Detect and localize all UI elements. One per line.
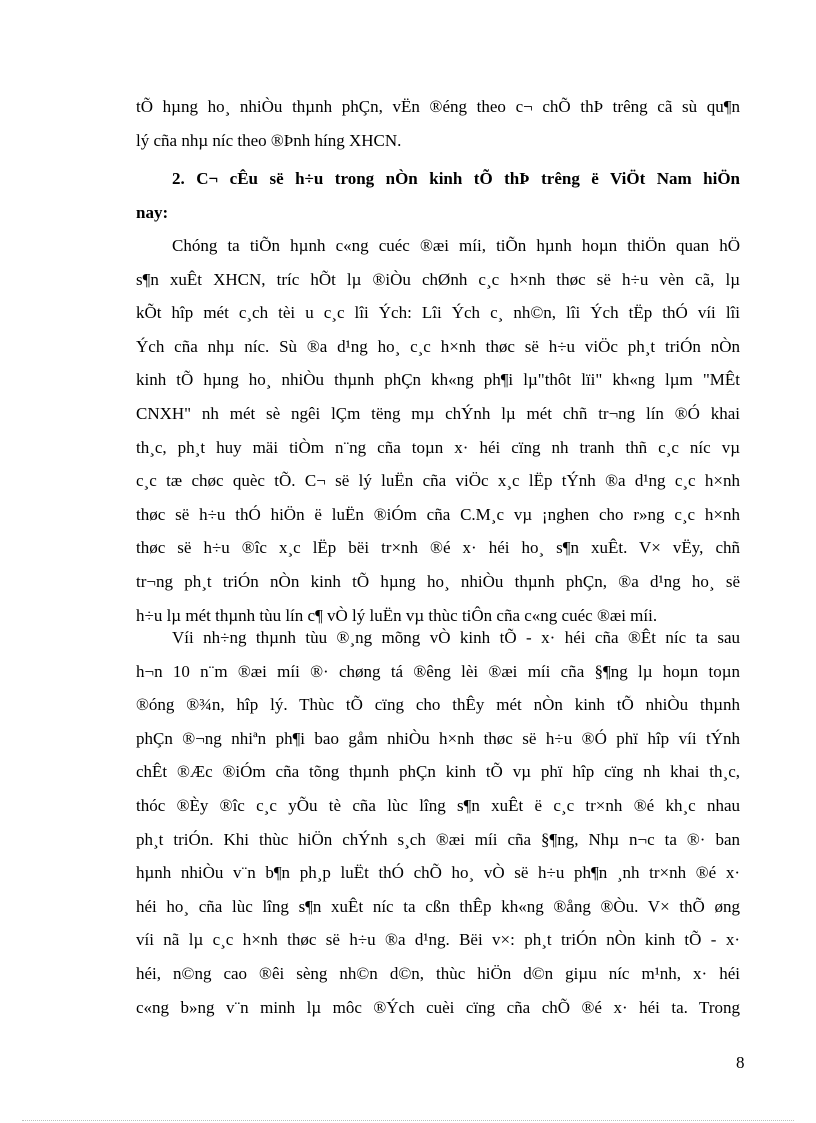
text-line: tr¬ng ph¸t triÓn nÒn kinh tÕ hµng ho¸ nhiÒu thµnh phÇn, ®a d¹ng ho¸ së [136, 571, 740, 591]
text-line: hµnh nhiÒu v¨n b¶n ph¸p luËt thÓ chÕ ho¸ vÒ së h÷u ph¶n ¸nh tr×nh ®é x· [136, 863, 740, 883]
text-line: Chóng ta tiÕn hµnh c«ng cuéc ®æi míi, tiÕn hµnh hoµn thiÖn quan hÖ [172, 236, 740, 255]
text-line: ®óng ®¾n, hîp lý. Thùc tÕ cïng cho thÊy mét nÒn kinh tÕ nhiÒu thµnh [136, 695, 740, 715]
text-line: tÕ hµng ho¸ nhiÒu thµnh phÇn, vËn ®éng theo c¬ chÕ thÞ trêng cã sù qu¶n [136, 97, 740, 116]
text-line: c«ng b»ng v¨n minh lµ môc ®Ých cuèi cïng cña chÕ ®é x· héi ta. Trong [136, 997, 740, 1017]
text-line: CNXH" nh mét sè ngêi lÇm tëng mµ chÝnh lµ mét chñ tr¬ng lín ®Ó khai [136, 403, 740, 423]
text-line: chÊt ®Æc ®iÓm cña tõng thµnh phÇn kinh tÕ vµ phï hîp cïng nh khai th¸c, [136, 762, 740, 782]
text-line: ph¸t triÓn. Khi thùc hiÖn chÝnh s¸ch ®æi míi cña §¶ng, Nhµ n¬c ta ®· ban [136, 829, 740, 849]
text-line: thóc ®Èy ®îc c¸c yÕu tè cña lùc lîng s¶n xuÊt ë c¸c tr×nh ®é kh¸c nhau [136, 795, 740, 815]
paragraph-2 [136, 229, 740, 632]
page-number: 8 [736, 1053, 745, 1072]
text-line: kÕt hîp mét c¸ch tèi u c¸c lîi Ých: Lîi Ých c¸ nh©n, lîi Ých tËp thÓ víi lîi [136, 303, 740, 323]
text-line: thøc së h÷u ®îc x¸c lËp bëi tr×nh ®é x· héi ho¸ s¶n xuÊt. V× vËy, chñ [136, 538, 740, 558]
text-line: h¬n 10 n¨m ®æi míi ®· chøng tá ®êng lèi ®æi míi cña §¶ng lµ hoµn toµn [136, 661, 740, 681]
paragraph-3 [136, 621, 740, 1024]
text-line: héi ho¸ cña lùc lîng s¶n xuÊt níc ta cßn thÊp kh«ng ®ång ®Òu. V× thÕ øng [136, 896, 740, 916]
text-line: c¸c tæ chøc quèc tÕ. C¬ së lý luËn cña viÖc x¸c lËp tÝnh ®a d¹ng c¸c h×nh [136, 471, 740, 491]
text-line: kinh tÕ hµng ho¸ nhiÒu thµnh phÇn kh«ng ph¶i lµ"thôt lïi" kh«ng lµm "MÊt [136, 370, 740, 390]
heading-line: 2. C¬ cÊu së h÷u trong nÒn kinh tÕ thÞ trêng ë ViÖt Nam hiÖn [172, 169, 740, 188]
paragraph-continuation [136, 90, 740, 157]
page-footer-divider [22, 1120, 794, 1121]
section-heading [136, 162, 740, 229]
text-line: h÷u lµ mét thµnh tùu lín c¶ vÒ lý luËn vµ thùc tiÔn cña c«ng cuéc ®æi míi. [136, 605, 658, 625]
text-line: héi, n©ng cao ®êi sèng nh©n d©n, thùc hiÖn d©n giµu níc m¹nh, x· héi [136, 963, 740, 983]
text-line: Ých cña nhµ níc. Sù ®a d¹ng ho¸ c¸c h×nh thøc së h÷u viÖc ph¸t triÓn nÒn [136, 336, 740, 356]
heading-line: nay: [136, 202, 169, 222]
text-line: víi nã lµ c¸c h×nh thøc së h÷u ®a d¹ng. Bëi v×: ph¸t triÓn nÒn kinh tÕ - x· [136, 930, 740, 950]
text-line: s¶n xuÊt XHCN, tríc hÕt lµ ®iÒu chØnh c¸c h×nh thøc së h÷u vèn cã, lµ [136, 269, 740, 289]
text-line: th¸c, ph¸t huy mäi tiÒm n¨ng cña toµn x· héi cïng nh tranh thñ c¸c níc vµ [136, 437, 740, 457]
text-line: phÇn ®¬ng nhiªn ph¶i bao gåm nhiÒu h×nh thøc së h÷u ®Ó phï hîp víi tÝnh [136, 728, 740, 748]
text-line: lý cña nhµ níc theo ®Þnh híng XHCN. [136, 130, 402, 150]
text-line: Víi nh÷ng thµnh tùu ®¸ng mõng vÒ kinh tÕ - x· héi cña ®Êt níc ta sau [172, 628, 740, 647]
text-line: thøc së h÷u thÓ hiÖn ë luËn ®iÓm cña C.M¸c vµ ¡nghen cho r»ng c¸c h×nh [136, 504, 740, 524]
